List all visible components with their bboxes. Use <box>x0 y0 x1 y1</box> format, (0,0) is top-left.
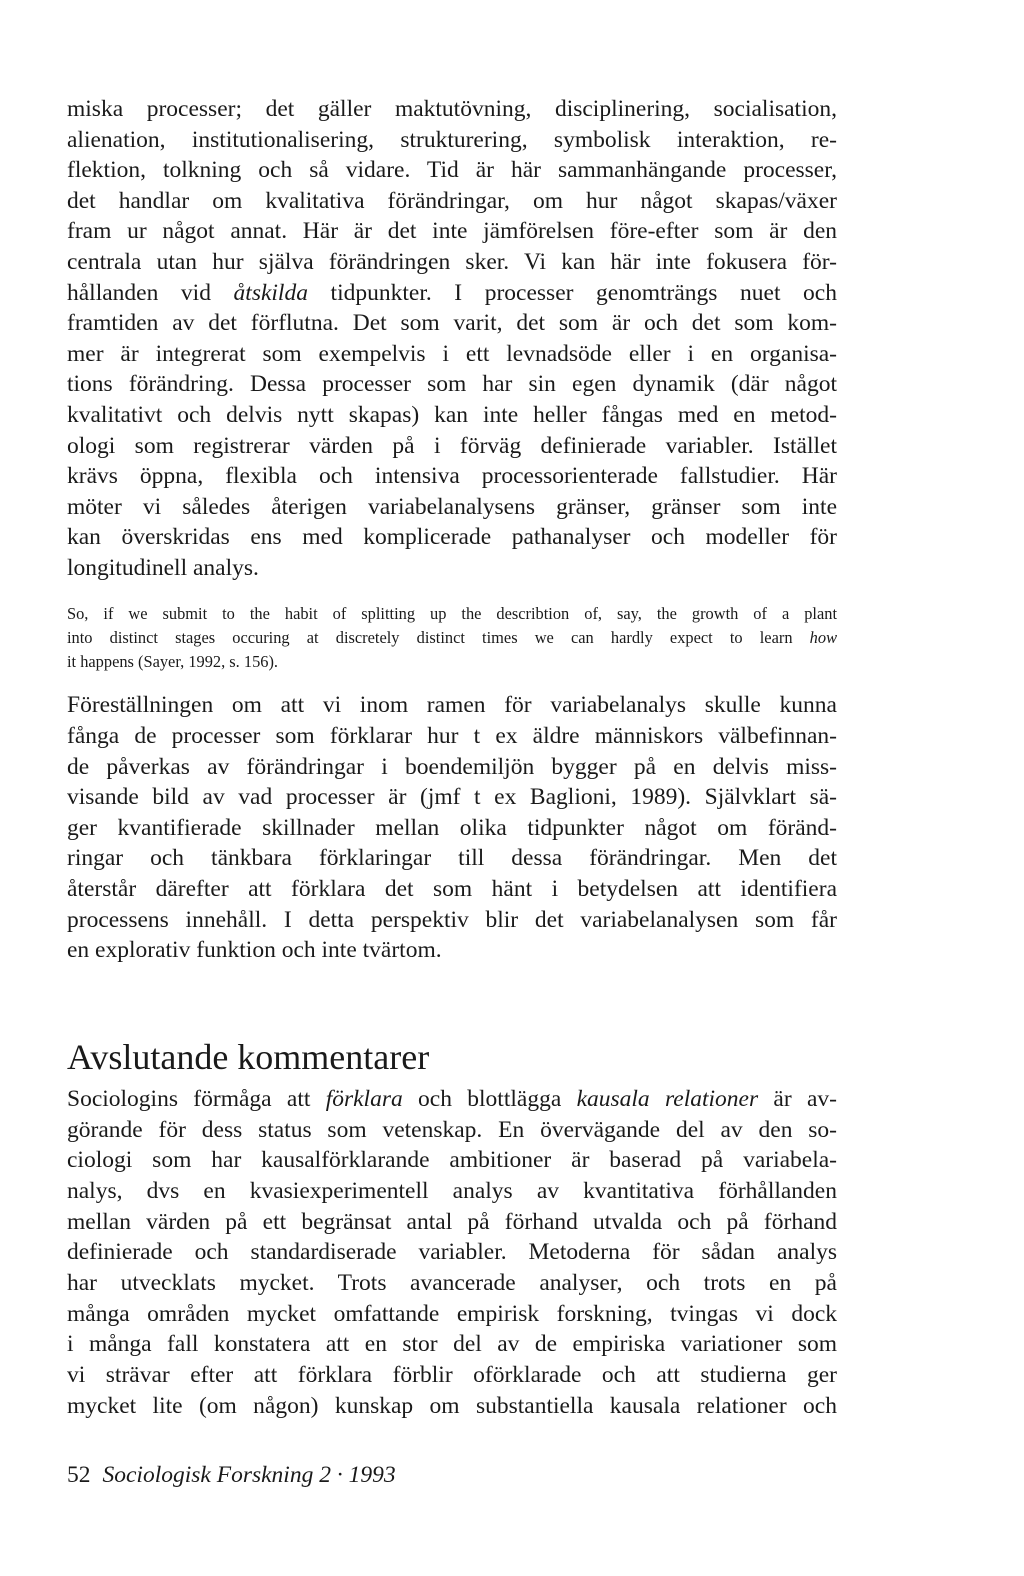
emphasis-text: förklara <box>325 1086 403 1112</box>
text-line: det handlar om kvalitativa förändringar, om hur något skapas/växer <box>67 187 837 214</box>
text-line: görande för dess status som vetenskap. En övervägande del av den so- <box>67 1116 837 1143</box>
text-line: krävs öppna, flexibla och intensiva processorienterade fallstudier. Här <box>67 463 837 490</box>
quote-line: it happens (Sayer, 1992, s. 156). <box>67 652 279 672</box>
journal-title: Sociologisk Forskning 2 · 1993 <box>102 1462 396 1488</box>
text-line: återstår därefter att förklara det som hänt i betydelsen att identifiera <box>67 875 837 902</box>
text-line: flektion, tolkning och så vidare. Tid är här sammanhängande processer, <box>67 157 837 184</box>
text-line: centrala utan hur själva förändringen sker. Vi kan här inte fokusera för- <box>67 248 837 275</box>
text-run: into distinct stages occuring at discretely distinct times we can hardly expect to learn <box>67 627 810 647</box>
text-line: en explorativ funktion och inte tvärtom. <box>67 937 442 964</box>
text-run: tidpunkter. I processer genomträngs nuet och <box>307 279 837 306</box>
paragraph-processes <box>67 94 837 584</box>
page-number: 52 <box>67 1462 91 1488</box>
quote-line <box>67 626 837 650</box>
text-line: Föreställningen om att vi inom ramen för variabelanalys skulle kunna <box>67 692 837 719</box>
text-line: alienation, institutionalisering, strukturering, symbolisk interaktion, re- <box>67 126 837 153</box>
text-line: mycket lite (om någon) kunskap om substantiella kausala relationer och <box>67 1392 837 1419</box>
text-line: miska processer; det gäller maktutövning, disciplinering, socialisation, <box>67 96 837 122</box>
text-line: i många fall konstatera att en stor del av de empiriska variationer som <box>67 1331 837 1358</box>
text-line: många områden mycket omfattande empirisk forskning, tvingas vi dock <box>67 1300 837 1327</box>
paragraph-variable-analysis <box>67 690 837 965</box>
text-line: ringar och tänkbara förklaringar till dessa förändringar. Men det <box>67 845 837 872</box>
text-run: Sociologins förmåga att <box>67 1086 326 1112</box>
emphasis-text: how <box>809 627 837 647</box>
text-line <box>67 1084 837 1115</box>
emphasis-text: åtskilda <box>233 279 308 306</box>
text-line: mer är integrerat som exempelvis i ett levnadsöde eller i en organisa- <box>67 340 837 367</box>
text-line: ologi som registrerar värden på i förväg definierade variabler. Istället <box>67 432 837 459</box>
text-run: hållanden vid <box>67 279 234 306</box>
page-body <box>67 94 837 966</box>
text-line: tions förändring. Dessa processer som har sin egen dynamik (där något <box>67 371 837 398</box>
quote-line: So, if we submit to the habit of splitting up the describtion of, say, the growth of a plant <box>67 603 837 623</box>
text-line: fram ur något annat. Här är det inte jämförelsen före-efter som är den <box>67 218 837 245</box>
text-line <box>67 278 837 309</box>
text-line: mellan värden på ett begränsat antal på förhand utvalda och på förhand <box>67 1208 837 1235</box>
paragraph-concluding <box>67 1084 837 1421</box>
section-heading: Avslutande kommentarer <box>67 1037 430 1077</box>
text-line: nalys, dvs en kvasiexperimentell analys av kvantitativa förhållanden <box>67 1177 837 1204</box>
text-line: framtiden av det förflutna. Det som varit, det som är och det som kom- <box>67 310 837 337</box>
text-line: möter vi således återigen variabelanalysens gränser, gränser som inte <box>67 493 837 520</box>
text-line: vi strävar efter att förklara förblir oförklarade och att studierna ger <box>67 1361 837 1388</box>
text-line: fånga de processer som förklarar hur t ex äldre människors välbefinnan- <box>67 722 837 749</box>
block-quote <box>67 602 837 675</box>
text-line: visande bild av vad processer är (jmf t ex Baglioni, 1989). Självklart sä- <box>67 784 837 811</box>
text-line: de påverkas av förändringar i boendemiljön bygger på en delvis miss- <box>67 753 837 780</box>
text-line: har utvecklats mycket. Trots avancerade analyser, och trots en på <box>67 1269 837 1296</box>
text-line: ger kvantifierade skillnader mellan olika tidpunkter något om föränd- <box>67 814 837 841</box>
text-line: definierade och standardiserade variabler. Metoderna för sådan analys <box>67 1239 837 1266</box>
text-line: longitudinell analys. <box>67 554 259 581</box>
text-line: kan överskridas ens med komplicerade pathanalyser och modeller för <box>67 524 837 551</box>
page-footer <box>67 1460 396 1490</box>
emphasis-text: kausala relationer <box>576 1086 759 1112</box>
text-run: och blottlägga <box>402 1086 577 1112</box>
text-line: kvalitativt och delvis nytt skapas) kan inte heller fångas med en metod- <box>67 401 837 428</box>
text-run: är av- <box>758 1086 837 1112</box>
text-line: processens innehåll. I detta perspektiv blir det variabelanalysen som får <box>67 906 837 933</box>
text-line: ciologi som har kausalförklarande ambitioner är baserad på variabela- <box>67 1147 837 1174</box>
